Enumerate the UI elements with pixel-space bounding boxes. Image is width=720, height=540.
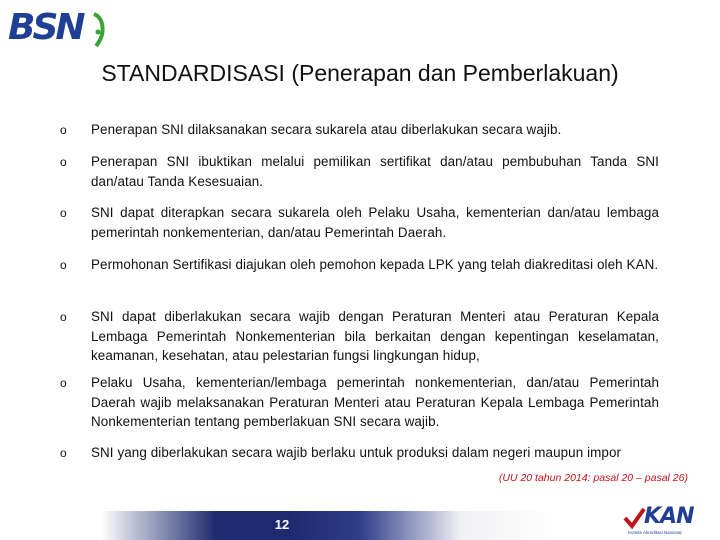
kan-logo-text: KAN (644, 504, 694, 529)
bullet-marker: o (60, 446, 67, 460)
page-title: STANDARDISASI (Penerapan dan Pemberlakuan) (101, 60, 619, 86)
footer-band (0, 511, 720, 540)
bsn-logo-text: BSN (8, 7, 83, 48)
list-item-text: SNI dapat diterapkan secara sukarela oleh Pelaku Usaha, kementerian dan/atau lembaga pemerintah nonkementerian, dan/atau Pemerintah Daerah. (91, 205, 659, 240)
source-citation: (UU 20 tahun 2014: pasal 20 – pasal 26) (498, 472, 688, 484)
list-item-text: Penerapan SNI dilaksanakan secara sukarela atau diberlakukan secara wajib. (91, 122, 562, 137)
list-item-text: Penerapan SNI ibuktikan melalui pemilikan sertifikat dan/atau pembubuhan Tanda SNI dan/atau Tanda Kesesuaian. (91, 154, 659, 189)
page-number: 12 (274, 517, 290, 532)
bullet-marker: o (60, 376, 67, 390)
bullet-marker: o (60, 206, 67, 220)
kan-logo-subtext: Komite Akreditasi Nasional (628, 530, 682, 535)
bullet-marker: o (60, 310, 67, 324)
bullet-marker: o (60, 155, 67, 169)
bullet-marker: o (60, 258, 67, 272)
list-item-text: Permohonan Sertifikasi diajukan oleh pemohon kepada LPK yang telah diakreditasi oleh KAN. (91, 257, 659, 272)
list-item-text: Pelaku Usaha, kementerian/lembaga pemerintah nonkementerian, dan/atau Pemerintah Daerah wajib melaksanakan Peraturan Menteri atau Peraturan Kepala Lembaga Pemerintah Nonkementerian tentang pemberlakuan SNI secara wajib. (91, 375, 659, 429)
bsn-logo-swoosh-icon (8, 6, 108, 50)
kan-logo (622, 504, 712, 538)
bsn-logo (8, 6, 108, 50)
kan-check-icon (622, 506, 646, 532)
list-item-text: SNI dapat diberlakukan secara wajib dengan Peraturan Menteri atau Peraturan Kepala Lembaga Pemerintah Nonkementerian bila berkaitan dengan kepentingan keselamatan, keamanan, kesehatan, atau pelestarian fungsi lingkungan hidup, (91, 309, 659, 363)
bullet-marker: o (60, 123, 67, 137)
list-item-text: SNI yang diberlakukan secara wajib berlaku untuk produksi dalam negeri maupun impor (91, 445, 622, 460)
